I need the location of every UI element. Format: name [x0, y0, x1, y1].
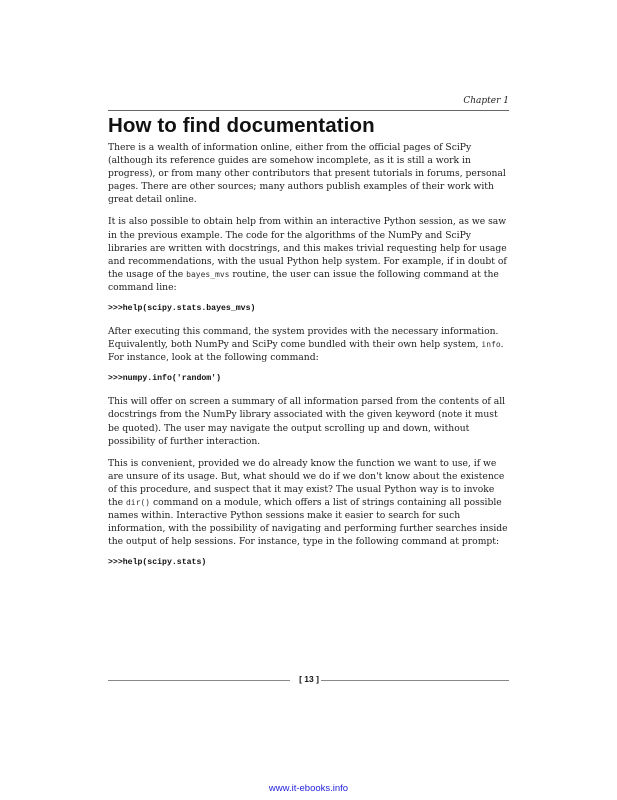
inline-code-dir: dir() — [125, 497, 151, 507]
paragraph-3 — [108, 325, 509, 364]
paragraph-1: There is a wealth of information online, either from the official pages of SciPy (although its reference guides are somehow incomplete, as it is still a work in progress), or from many other contributors that present tutorials in forums, personal pages. There are other sources; many authors publish examples of their work with great detail online. — [108, 142, 506, 206]
paragraph-2-text-b: routine, the user can issue the following command at the command line: — [108, 268, 499, 293]
inline-code-bayes-mvs: bayes_mvs — [186, 269, 230, 279]
paragraph-5-text-a: This is convenient, provided we do already know the function we want to use, if we are unsure of its usage. But, what should we do if we don't know about the existence of this procedure, and suspect that it may exist? The usual Python way is to invoke the — [108, 457, 505, 508]
paragraph-2-text-a: It is also possible to obtain help from within an interactive Python session, as we saw in the previous example. The code for the algorithms of the NumPy and SciPy libraries are written with docstrings, and this makes trivial requesting help for usage and recommendations, with the usual Python help system. For example, if in doubt of the usage of the — [108, 216, 507, 280]
section-title: How to find documentation — [108, 114, 375, 137]
page-content — [108, 114, 509, 579]
paragraph-4: This will offer on screen a summary of all information parsed from the contents of all docstrings from the NumPy library associated with the given keyword (note it must be quoted). The user may navigate the output scrolling up and down, without possibility of further interaction. — [108, 396, 506, 447]
page-number: [ 13 ] — [299, 674, 319, 684]
paragraph-3-text-b: . For instance, look at the following command: — [108, 339, 504, 364]
command-help-scipy-stats: >>>help(scipy.stats) — [108, 558, 207, 568]
paragraph-3-text-a: After executing this command, the system provides with the necessary information. Equivalently, both NumPy and SciPy come bundled with their own help system, — [108, 326, 499, 351]
inline-code-info: info — [481, 340, 501, 350]
command-numpy-info: >>>numpy.info('random') — [108, 374, 222, 384]
footer-rule-left — [108, 680, 290, 681]
watermark-link[interactable]: www.it-ebooks.info — [268, 783, 349, 794]
paragraph-2 — [108, 215, 509, 294]
running-head: Chapter 1 — [463, 96, 509, 106]
paragraph-5 — [108, 457, 509, 549]
header-rule — [108, 110, 509, 111]
command-help-bayes-mvs: >>>help(scipy.stats.bayes_mvs) — [108, 304, 256, 314]
paragraph-5-text-b: command on a module, which offers a list of strings containing all possible names within. Interactive Python sessions make it easier to search for such information, with the possibility of navigating and performing further searches inside the output of help sessions. For instance, type in the following command at prompt: — [108, 496, 508, 548]
footer-rule-right — [321, 680, 509, 681]
page-footer — [108, 674, 509, 686]
